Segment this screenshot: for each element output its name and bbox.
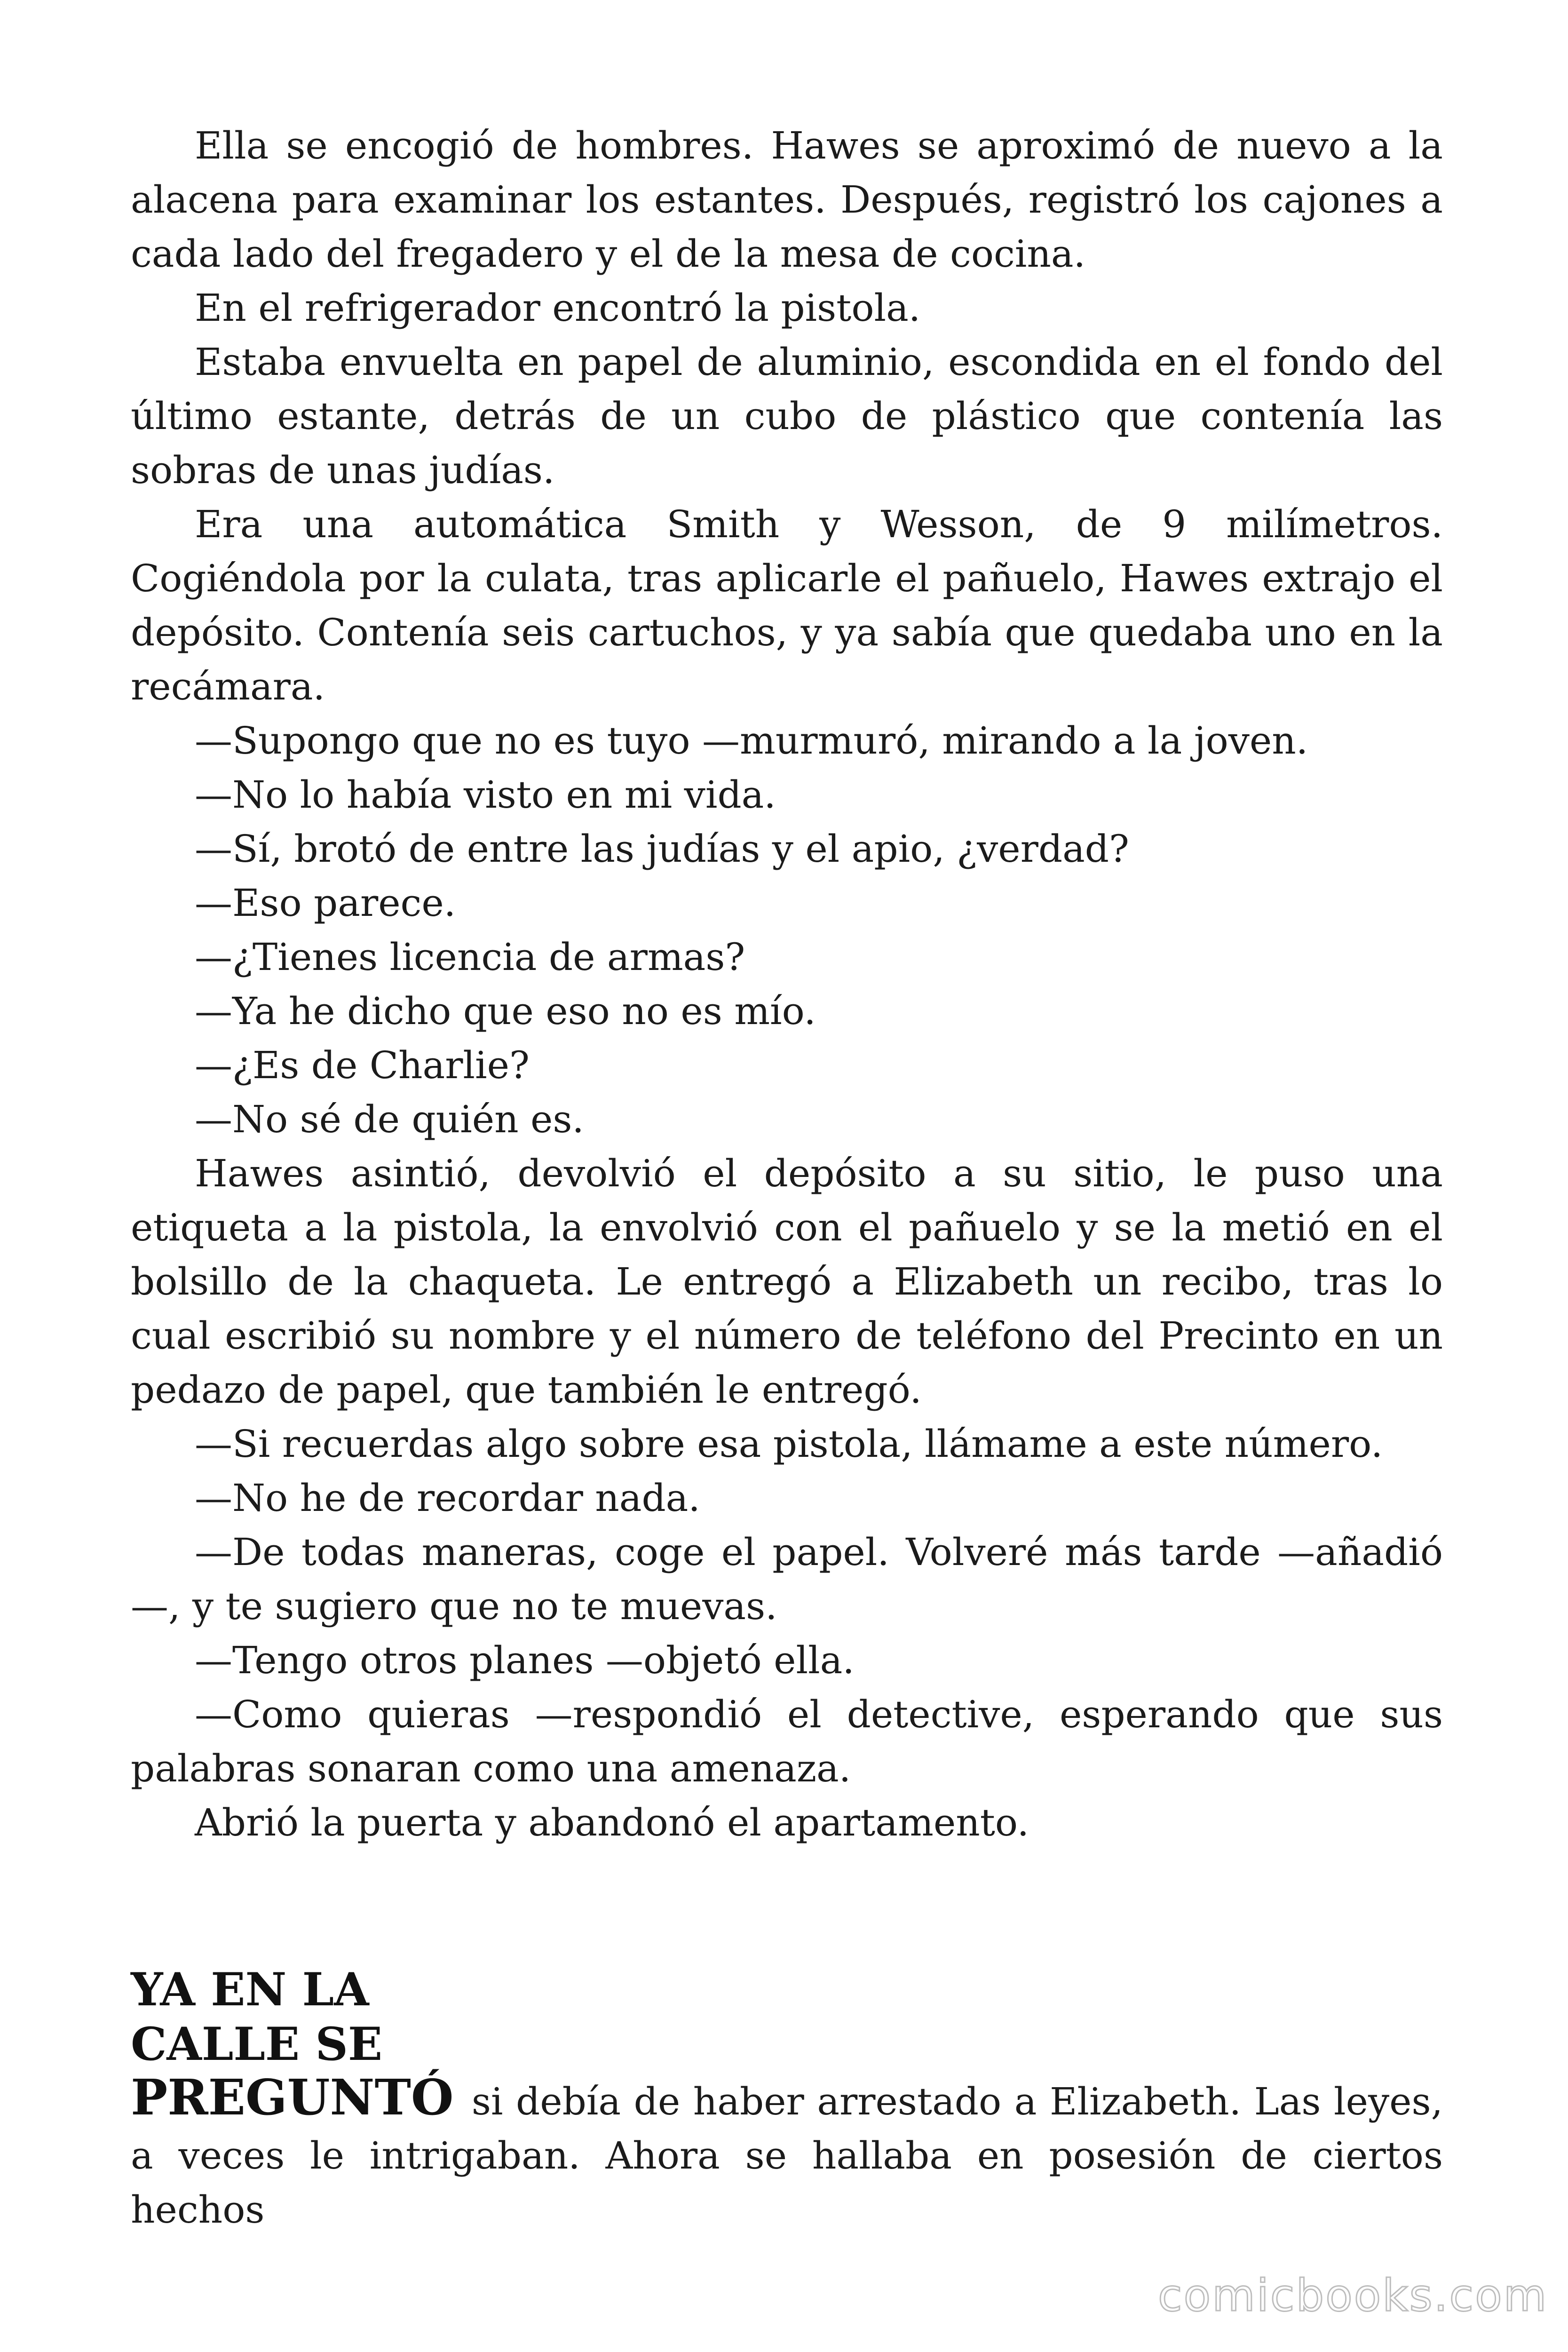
dialogue-line: —Tengo otros planes —objetó ella. bbox=[195, 1638, 855, 1682]
continuation-text: si debía de haber arrestado a Elizabeth. Las leyes, a veces le intrigaban. Ahora se hallaba en posesión de ciertos hechos bbox=[131, 2080, 1443, 2232]
dialogue-line: —No sé de quién es. bbox=[195, 1097, 584, 1141]
watermark: comicbooks.com bbox=[1158, 2270, 1548, 2321]
dialogue-line: —¿Es de Charlie? bbox=[195, 1043, 530, 1087]
dialogue-line: —Ya he dicho que eso no es mío. bbox=[195, 989, 816, 1033]
dialogue-line: —Eso parece. bbox=[195, 881, 456, 925]
dialogue-line: —No he de recordar nada. bbox=[195, 1476, 700, 1520]
dialogue-line: —Si recuerdas algo sobre esa pistola, llámame a este número. bbox=[195, 1422, 1383, 1466]
dialogue-line: —¿Tienes licencia de armas? bbox=[195, 935, 745, 979]
heading-lead-word: PREGUNTÓ bbox=[131, 2068, 472, 2126]
paragraph: Estaba envuelta en papel de aluminio, escondida en el fondo del último estante, detrás de un cubo de plástico que contenía las sobras de unas judías. bbox=[131, 340, 1443, 492]
section-opening-paragraph bbox=[131, 2070, 1443, 2237]
paragraph: Hawes asintió, devolvió el depósito a su sitio, le puso una etiqueta a la pistola, la envolvió con el pañuelo y se la metió en el bolsillo de la chaqueta. Le entregó a Elizabeth un recibo, tras lo cual escribió su nombre y el número de teléfono del Precinto en un pedazo de papel, que también le entregó. bbox=[131, 1152, 1443, 1412]
body-text bbox=[131, 119, 1443, 1850]
dialogue-line: —Como quieras —respondió el detective, esperando que sus palabras sonaran como una amenaza. bbox=[131, 1692, 1443, 1790]
dialogue-line: —No lo había visto en mi vida. bbox=[195, 773, 776, 817]
heading-line: CALLE SE bbox=[131, 2018, 382, 2071]
dialogue-line: —De todas maneras, coge el papel. Volveré más tarde —añadió —, y te sugiero que no te muevas. bbox=[131, 1530, 1443, 1628]
paragraph: Ella se encogió de hombres. Hawes se aproximó de nuevo a la alacena para examinar los estantes. Después, registró los cajones a cada lado del fregadero y el de la mesa de cocina. bbox=[131, 124, 1443, 276]
heading-line: YA EN LA bbox=[131, 1963, 369, 2016]
paragraph: En el refrigerador encontró la pistola. bbox=[195, 286, 921, 330]
dialogue-line: —Sí, brotó de entre las judías y el apio, ¿verdad? bbox=[195, 827, 1129, 871]
dialogue-line: —Supongo que no es tuyo —murmuró, mirando a la joven. bbox=[195, 719, 1308, 763]
section-heading bbox=[131, 1963, 382, 2072]
paragraph: Era una automática Smith y Wesson, de 9 milímetros. Cogiéndola por la culata, tras aplicarle el pañuelo, Hawes extrajo el depósito. Contenía seis cartuchos, y ya sabía que quedaba uno en la recámara. bbox=[131, 502, 1443, 708]
paragraph: Abrió la puerta y abandonó el apartamento. bbox=[195, 1801, 1029, 1844]
